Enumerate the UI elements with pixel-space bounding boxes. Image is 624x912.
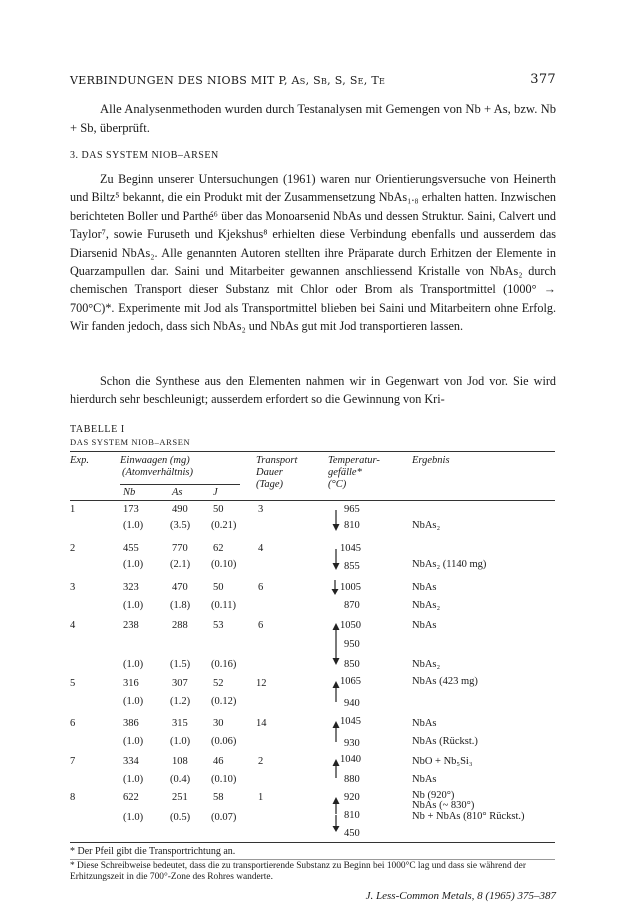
arrow-up-icon: [331, 680, 341, 702]
cell-nb-ratio: (1.0): [123, 559, 144, 570]
cell-j: 50: [213, 582, 224, 593]
arrow-up-icon: [331, 622, 341, 644]
header-transport-3: (Tage): [256, 479, 284, 490]
cell-temp-2: 880: [344, 774, 360, 785]
cell-temp-2: 810: [344, 810, 360, 821]
header-j: J: [213, 487, 218, 498]
cell-exp: 5: [70, 678, 76, 689]
cell-nb-ratio: (1.0): [123, 774, 144, 785]
cell-temp-1: 1050: [340, 620, 361, 631]
cell-temp-2: 855: [344, 561, 360, 572]
cell-tage: 6: [258, 582, 264, 593]
cell-tage: 14: [256, 718, 267, 729]
cell-temp-2: 870: [344, 600, 360, 611]
header-einwaagen: Einwaagen (mg): [120, 455, 190, 466]
cell-as-ratio: (1.2): [170, 696, 191, 707]
cell-ergebnis-1: NbAs (423 mg): [412, 676, 478, 687]
arrow-down-icon: [331, 510, 341, 532]
cell-exp: 4: [70, 620, 76, 631]
page-footnote: * Diese Schreibweise bedeutet, dass die zu transportierende Substanz zu Beginn bei 1000°C lag und dass sie während der Erhitzungszeit in die 700°-Zone des Rohres wanderte.: [70, 861, 526, 882]
cell-exp: 1: [70, 504, 76, 515]
cell-temp-2: 930: [344, 738, 360, 749]
cell-ergebnis-2: NbAs (Rückst.): [412, 736, 478, 747]
cell-j-ratio: (0.21): [211, 520, 237, 531]
cell-ergebnis-1: NbO + Nb₅Si₃: [412, 756, 473, 767]
cell-ergebnis-1b: NbAs (~ 830°): [412, 800, 475, 811]
table-einwaagen-rule: [120, 484, 240, 485]
cell-as: 470: [172, 582, 188, 593]
cell-temp-2: 810: [344, 520, 360, 531]
footnote-divider: [70, 859, 555, 860]
cell-temp-1: 1045: [340, 543, 361, 554]
cell-as: 490: [172, 504, 188, 515]
cell-temp-1: 920: [344, 792, 360, 803]
cell-nb: 173: [123, 504, 139, 515]
cell-tage: 1: [258, 792, 264, 803]
header-as: As: [172, 487, 183, 498]
header-temp-3: (°C): [328, 479, 347, 490]
cell-nb: 622: [123, 792, 139, 803]
arrow-up-icon: [331, 758, 341, 778]
cell-as-ratio: (2.1): [170, 559, 191, 570]
header-exp: Exp.: [70, 455, 89, 466]
cell-tage: 2: [258, 756, 264, 767]
cell-tage: 4: [258, 543, 264, 554]
cell-nb: 386: [123, 718, 139, 729]
cell-temp-1: 1040: [340, 754, 361, 765]
cell-as-ratio: (0.5): [170, 812, 191, 823]
cell-j: 50: [213, 504, 224, 515]
cell-as: 288: [172, 620, 188, 631]
table-header-rule: [70, 500, 555, 501]
table-top-rule: [70, 451, 555, 452]
cell-j: 53: [213, 620, 224, 631]
running-header: [70, 74, 556, 87]
table-footnote: * Der Pfeil gibt die Transportrichtung an.: [70, 846, 236, 857]
cell-as-ratio: (3.5): [170, 520, 191, 531]
cell-j-ratio: (0.11): [211, 600, 236, 611]
cell-ergebnis: NbAs₂ (1140 mg): [412, 559, 487, 570]
arrow-down-icon: [330, 580, 340, 596]
cell-temp-1: 965: [344, 504, 360, 515]
cell-exp: 7: [70, 756, 76, 767]
header-nb: Nb: [123, 487, 136, 498]
cell-tage: 3: [258, 504, 264, 515]
cell-as-ratio: (1.0): [170, 736, 191, 747]
cell-ergebnis: NbAs₂: [412, 520, 441, 531]
header-ergebnis: Ergebnis: [412, 455, 450, 466]
cell-j-ratio: (0.06): [211, 736, 237, 747]
cell-j: 30: [213, 718, 224, 729]
cell-exp: 8: [70, 792, 76, 803]
cell-nb: 323: [123, 582, 139, 593]
page-number: 377: [530, 72, 556, 87]
cell-as: 307: [172, 678, 188, 689]
cell-nb-ratio: (1.0): [123, 736, 144, 747]
cell-temp-1: 1045: [340, 716, 361, 727]
cell-nb-ratio: (1.0): [123, 600, 144, 611]
section-paragraph-2: Schon die Synthese aus den Elementen nahmen wir in Gegenwart von Jod vor. Sie wird hierdurch sehr beschleunigt; ausserdem erfordert so die Gewinnung von Kri-: [70, 374, 556, 407]
cell-j: 62: [213, 543, 224, 554]
section-paragraph-1: Zu Beginn unserer Untersuchungen (1961) waren nur Orientierungsversuche von Heinerth und Biltz⁵ bekannt, die ein Produkt mit der Zusammensetzung NbAs₁.₈ erhalten hatten. Inzwischen berichteten Boller und Parthé⁶ über das Monoarsenid NbAs und dessen Struktur. Saini, Calvert und Taylor⁷, sowie Furuseth und Kjekshus⁸ erhielten diese Verbindung ebenfalls und ausserdem das Diarsenid NbAs₂. Alle genannten Autoren stellten ihre Präparate durch Erhitzen der Elemente in Quarzampullen dar. Saini und Mitarbeiter gewannen anschliessend Kristalle von NbAs₂ durch chemischen Transport dieser Substanz mit Chlor oder Brom als Transportmittel (1000° → 700°C)*. Experimente mit Jod als Transportmittel blieben bei Saini und Mitarbeitern ohne Erfolg. Wir fanden jedoch, dass sich NbAs₂ und NbAs gut mit Jod transportieren lassen.: [70, 172, 556, 334]
header-temp-2: gefälle*: [328, 467, 362, 478]
cell-temp-2: 940: [344, 698, 360, 709]
arrow-down-icon: [331, 815, 341, 833]
running-head-title: VERBINDUNGEN DES NIOBS MIT P, As, Sb, S, Se, Te: [70, 74, 386, 87]
section-title: 3. DAS SYSTEM NIOB–ARSEN: [70, 150, 219, 161]
cell-j-ratio: (0.12): [211, 696, 237, 707]
arrow-up-icon: [331, 796, 341, 814]
header-transport-1: Transport: [256, 455, 298, 466]
cell-ergebnis-2: NbAs: [412, 774, 437, 785]
cell-exp: 3: [70, 582, 76, 593]
cell-ergebnis-1: NbAs: [412, 718, 437, 729]
cell-temp-1: 1065: [340, 676, 361, 687]
cell-j-ratio: (0.07): [211, 812, 237, 823]
cell-j-ratio: (0.16): [211, 659, 237, 670]
cell-j: 52: [213, 678, 224, 689]
cell-nb: 316: [123, 678, 139, 689]
cell-as: 251: [172, 792, 188, 803]
cell-tage: 6: [258, 620, 264, 631]
cell-ergebnis-3: NbAs₂: [412, 659, 441, 670]
table-label: TABELLE I: [70, 424, 125, 435]
cell-nb-ratio: (1.0): [123, 520, 144, 531]
cell-as: 770: [172, 543, 188, 554]
intro-paragraph: Alle Analysenmethoden wurden durch Testanalysen mit Gemengen von Nb + As, bzw. Nb + Sb, überprüft.: [70, 102, 556, 135]
cell-exp: 2: [70, 543, 76, 554]
cell-j: 58: [213, 792, 224, 803]
cell-temp-1: 1005: [340, 582, 361, 593]
arrow-up-icon: [331, 720, 341, 742]
cell-j-ratio: (0.10): [211, 559, 237, 570]
cell-nb-ratio: (1.0): [123, 659, 144, 670]
cell-as: 315: [172, 718, 188, 729]
cell-ergebnis-1: NbAs: [412, 582, 437, 593]
cell-as-ratio: (0.4): [170, 774, 191, 785]
header-atomverhaeltnis: (Atomverhältnis): [122, 467, 193, 478]
cell-nb-ratio: (1.0): [123, 696, 144, 707]
table-caption: DAS SYSTEM NIOB–ARSEN: [70, 437, 191, 447]
header-temp-1: Temperatur-: [328, 455, 380, 466]
cell-as-ratio: (1.5): [170, 659, 191, 670]
cell-as: 108: [172, 756, 188, 767]
cell-ergebnis-1: NbAs: [412, 620, 437, 631]
journal-citation: J. Less-Common Metals, 8 (1965) 375–387: [365, 890, 556, 902]
cell-nb-ratio: (1.0): [123, 812, 144, 823]
header-transport-2: Dauer: [256, 467, 283, 478]
cell-ergebnis-2: NbAs₂: [412, 600, 441, 611]
cell-temp-2: 950: [344, 639, 360, 650]
arrow-down-icon: [331, 549, 341, 571]
cell-exp: 6: [70, 718, 76, 729]
cell-ergebnis-2: Nb + NbAs (810° Rückst.): [412, 811, 525, 822]
cell-j: 46: [213, 756, 224, 767]
cell-as-ratio: (1.8): [170, 600, 191, 611]
table-end-rule: [70, 842, 555, 843]
cell-nb: 238: [123, 620, 139, 631]
cell-ergebnis-1: Nb (920°): [412, 790, 455, 801]
cell-j-ratio: (0.10): [211, 774, 237, 785]
cell-nb: 334: [123, 756, 139, 767]
cell-tage: 12: [256, 678, 267, 689]
cell-temp-3: 850: [344, 659, 360, 670]
cell-temp-3: 450: [344, 828, 360, 839]
arrow-down-icon: [331, 644, 341, 666]
cell-nb: 455: [123, 543, 139, 554]
